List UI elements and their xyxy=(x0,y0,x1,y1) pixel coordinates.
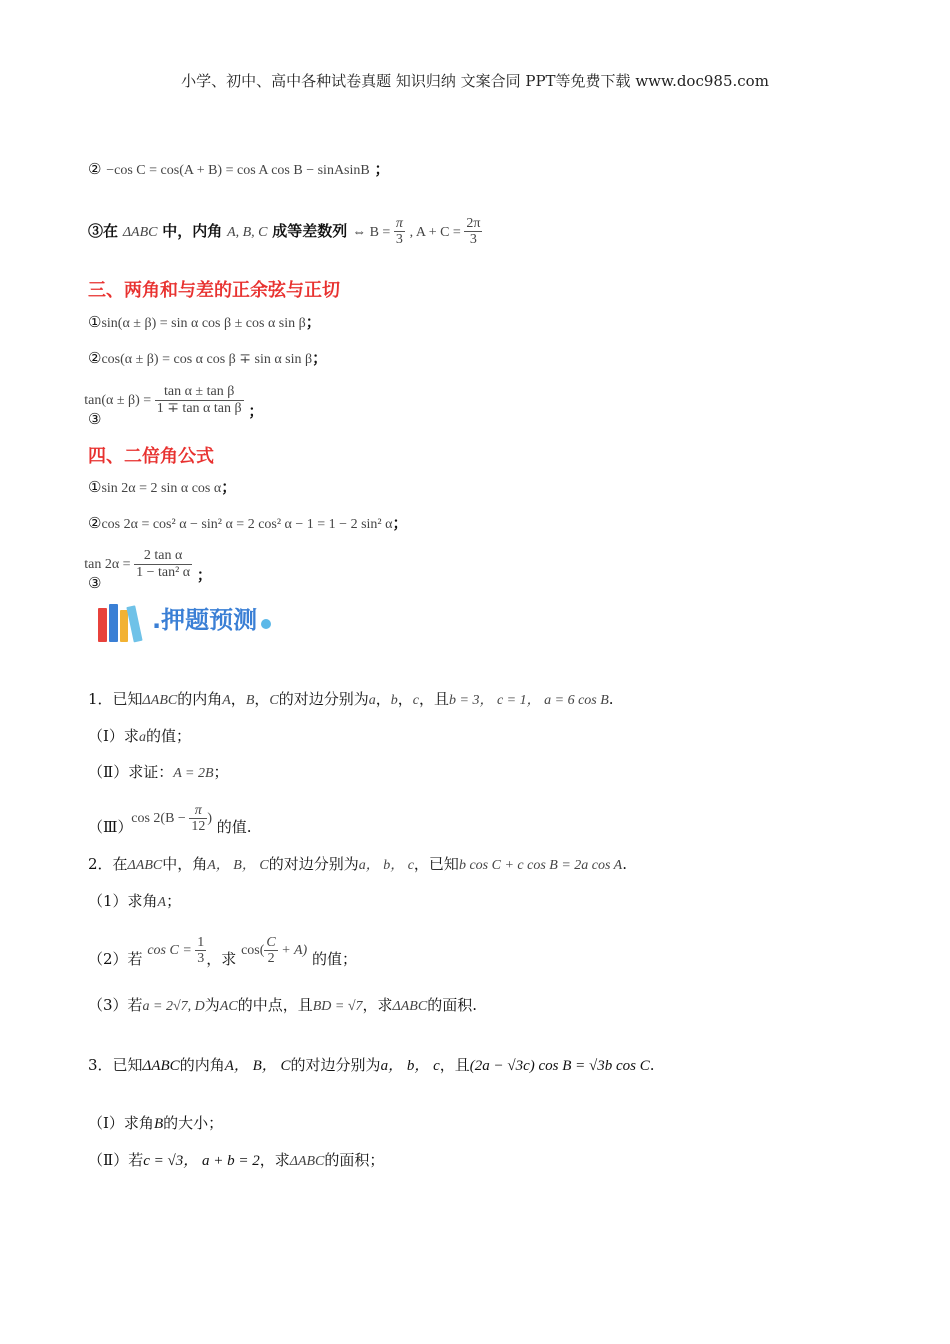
sec4-f2 xyxy=(88,512,407,533)
vars: a， b， c xyxy=(358,858,414,873)
formula: cos 2α = cos² α − sin² α = 2 cos² α − 1 = 1 − 2 sin² α xyxy=(101,517,393,532)
page-header: 小学、初中、高中各种试卷真题 知识归纳 文案合同 PPT等免费下载 www.doc985.com xyxy=(181,72,769,90)
circled-3: ③ xyxy=(88,574,102,592)
period: . xyxy=(649,1056,655,1074)
var: c xyxy=(412,693,419,708)
equiv-arrow: ⇔ B = xyxy=(352,224,394,240)
text: 中，内角 xyxy=(162,221,223,240)
text: 的对边分别为 xyxy=(290,1056,381,1074)
semicolon: ； xyxy=(248,402,264,421)
sec3-f3 xyxy=(84,380,285,428)
condition: b = 3， c = 1， a = 6 cos B xyxy=(449,693,609,708)
text: 3．已知 xyxy=(88,1056,143,1074)
circled-2: ② xyxy=(88,160,102,178)
section-3-title: 三、两角和与差的正余弦与正切 xyxy=(88,280,340,301)
circled-1: ① xyxy=(88,313,102,331)
fraction xyxy=(195,935,206,967)
denominator: 1 − tan² α xyxy=(136,564,191,580)
text: 的面积. xyxy=(427,996,477,1014)
circled-3: ③ xyxy=(88,410,102,428)
numerator: C xyxy=(266,934,276,950)
semicolon: ； xyxy=(392,514,408,532)
numerator: π xyxy=(189,803,207,819)
sec4-f1 xyxy=(88,476,236,497)
sec3-f1 xyxy=(88,311,321,332)
circled-1: ① xyxy=(88,478,102,496)
fraction-pi-3 xyxy=(394,216,405,248)
text: 的对边分别为 xyxy=(278,690,369,708)
section-4-title: 四、二倍角公式 xyxy=(88,446,214,467)
denominator: 1 ∓ tan α tan β xyxy=(156,400,242,416)
text: 在 xyxy=(103,221,119,240)
text: （1）求角 xyxy=(88,892,158,910)
text: ) xyxy=(207,811,212,826)
books-icon xyxy=(96,602,152,646)
fraction-2pi-3 xyxy=(464,216,482,248)
period: . xyxy=(622,855,628,873)
circled-3: ③ xyxy=(88,221,104,240)
text: （2）若 xyxy=(88,950,143,968)
numerator: 2π xyxy=(466,216,481,231)
angles: A, B, C xyxy=(227,224,268,240)
text: 的内角 xyxy=(177,690,223,708)
text: 的值； xyxy=(145,727,191,745)
denominator: 12 xyxy=(191,819,206,835)
text: , A + C = xyxy=(409,224,465,240)
sec4-f3 xyxy=(84,544,234,592)
var: C xyxy=(269,693,279,708)
text: （Ⅱ）若 xyxy=(88,1151,144,1169)
numerator: tan α ± tan β xyxy=(155,384,244,400)
formula: cos(α ± β) = cos α cos β ∓ sin α sin β xyxy=(101,352,313,367)
semicolon: ； xyxy=(374,160,390,178)
denominator: 3 xyxy=(395,232,403,248)
lhs: tan(α ± β) = xyxy=(84,393,155,409)
expr xyxy=(241,934,308,967)
formula: sin(α ± β) = sin α cos β ± cos α sin β xyxy=(101,316,306,331)
text: （Ⅱ）求证： xyxy=(88,763,174,781)
dot-icon xyxy=(261,619,271,629)
text: + A) xyxy=(277,943,308,958)
period: . xyxy=(608,690,614,708)
expr: c = √3， a + b = 2 xyxy=(143,1153,260,1169)
text: （Ⅲ） xyxy=(88,818,133,836)
var: AC xyxy=(219,999,238,1014)
q3-part2 xyxy=(88,1149,384,1170)
text: 的值. xyxy=(216,818,252,836)
text: cos C = xyxy=(147,943,196,958)
var: B xyxy=(153,1116,164,1132)
text: 的内角 xyxy=(179,1056,225,1074)
q2-part2 xyxy=(88,926,357,977)
q2-part1 xyxy=(88,890,181,911)
text: 的中点，且 xyxy=(237,996,313,1014)
sec3-f2 xyxy=(88,347,327,368)
semicolon: ； xyxy=(312,349,328,367)
numerator: π xyxy=(395,216,403,231)
q2-part3 xyxy=(88,994,477,1015)
vars: A， B， C xyxy=(207,858,269,873)
cos-c xyxy=(147,934,206,967)
text: 为 xyxy=(204,996,220,1014)
text: ； xyxy=(213,763,229,781)
numerator: 2 tan α xyxy=(134,548,192,564)
dot: . xyxy=(152,606,162,634)
q2-stem xyxy=(88,853,627,874)
banner-title: 押题预测 xyxy=(161,606,258,634)
triangle-symbol: ΔABC xyxy=(142,1058,180,1074)
prediction-banner xyxy=(96,600,271,646)
triangle-symbol: ΔABC xyxy=(122,224,158,240)
text: （Ⅰ）求角 xyxy=(88,1114,154,1132)
text: （Ⅰ）求 xyxy=(88,727,139,745)
fraction xyxy=(155,384,244,416)
q3-stem xyxy=(88,1054,655,1075)
text: 的值； xyxy=(311,950,357,968)
formula: −cos C = cos(A + B) = cos A cos B − sinAsinB xyxy=(106,163,370,178)
text: ，且 xyxy=(419,690,450,708)
text: 的面积； xyxy=(324,1151,385,1169)
var: a xyxy=(138,730,146,745)
text: cos 2(B − xyxy=(131,811,190,826)
text: ，求 xyxy=(259,1151,290,1169)
expr: A = 2B xyxy=(173,766,214,781)
denominator: 3 xyxy=(469,232,477,248)
formula: sin 2α = 2 sin α cos α xyxy=(101,481,222,496)
q3-part1 xyxy=(88,1112,223,1133)
q1-part3 xyxy=(88,798,258,845)
q1-stem: 1．已知ΔABC的内角A，B，C的对边分别为a，b，c，且b = 3， c = 1， a = 6 cos B. xyxy=(88,690,614,708)
var: a xyxy=(368,693,376,708)
expr: a = 2√7, D xyxy=(142,999,205,1014)
semicolon: ； xyxy=(305,313,321,331)
expr: BD = √7 xyxy=(312,999,363,1014)
vars: a， b， c xyxy=(380,1058,440,1074)
fraction xyxy=(189,803,207,835)
text: 成等差数列 xyxy=(272,221,348,240)
var: A xyxy=(222,693,231,708)
semicolon: ； xyxy=(196,566,212,585)
text: ，已知 xyxy=(413,855,459,873)
denominator: 2 xyxy=(267,951,275,967)
text: 中，角 xyxy=(162,855,208,873)
triangle-symbol: ΔABC xyxy=(142,693,178,708)
semicolon: ； xyxy=(221,478,237,496)
triangle-symbol: ΔABC xyxy=(289,1154,325,1169)
vars: A， B， C xyxy=(224,1058,291,1074)
text: ，求 xyxy=(206,950,237,968)
denominator: 3 xyxy=(197,951,205,967)
text: cos( xyxy=(241,943,265,958)
text: （3）若 xyxy=(88,996,143,1014)
circled-2: ② xyxy=(88,349,102,367)
text: ； xyxy=(166,892,182,910)
fraction xyxy=(134,548,192,580)
sec2-item2 xyxy=(88,158,390,179)
var: b xyxy=(390,693,398,708)
triangle-symbol: ΔABC xyxy=(392,999,428,1014)
var: B xyxy=(245,693,255,708)
text: ，且 xyxy=(439,1056,470,1074)
numerator: 1 xyxy=(197,934,205,950)
triangle-symbol: ΔABC xyxy=(127,858,163,873)
circled-2: ② xyxy=(88,514,102,532)
text: 2．在 xyxy=(88,855,128,873)
lhs: tan 2α = xyxy=(84,557,135,573)
var: A xyxy=(157,895,167,910)
text: 的对边分别为 xyxy=(268,855,359,873)
q1-part2 xyxy=(88,761,229,782)
text: 的大小； xyxy=(163,1114,224,1132)
condition: (2a − √3c) cos B = √3b cos C xyxy=(469,1058,650,1074)
fraction xyxy=(264,935,277,967)
text: 1．已知 xyxy=(88,690,143,708)
q1-part1 xyxy=(88,725,191,746)
sec2-item3 xyxy=(88,216,482,248)
text: ，求 xyxy=(362,996,393,1014)
condition: b cos C + c cos B = 2a cos A xyxy=(458,858,623,873)
expr xyxy=(131,802,212,835)
